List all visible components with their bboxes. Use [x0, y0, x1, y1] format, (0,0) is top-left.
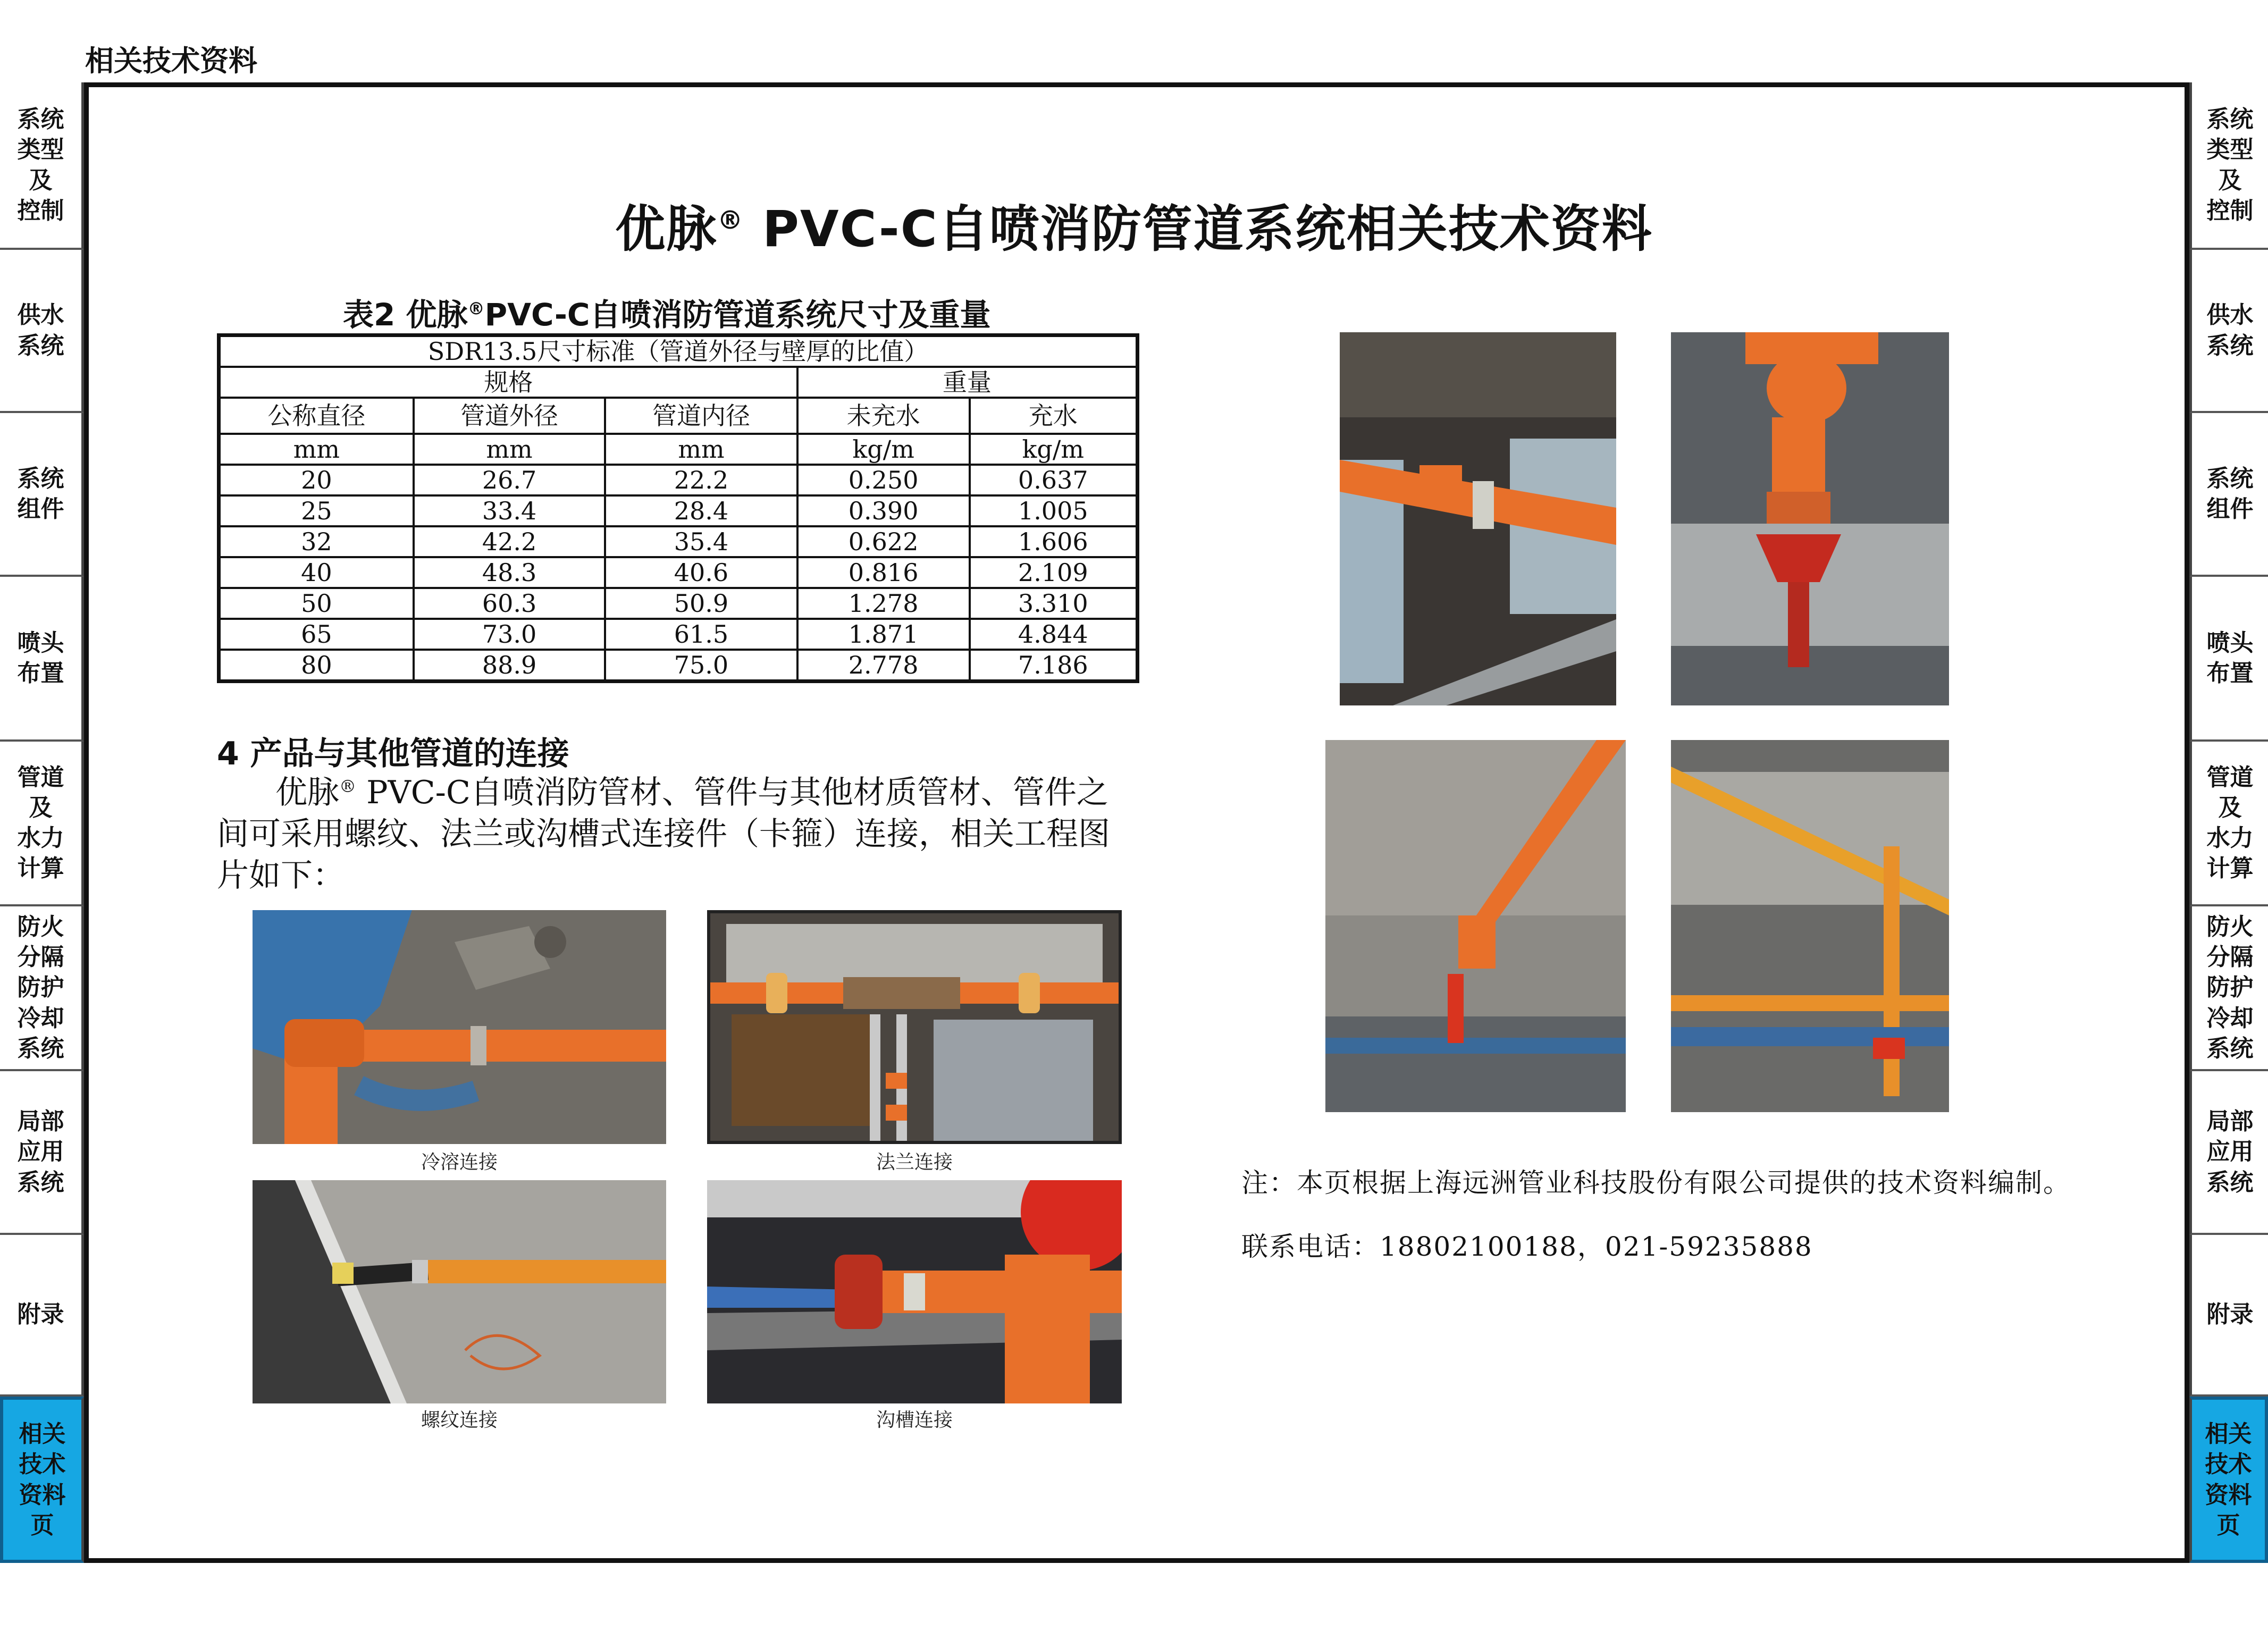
table-cell: 73.0 — [414, 619, 605, 650]
column-unit: kg/m — [797, 434, 970, 465]
sidebar-item-label: 喷头 布置 — [2206, 629, 2254, 687]
sidebar-item-label: 系统 类型 及 控制 — [2206, 106, 2254, 224]
sidebar-item-1[interactable] — [2189, 250, 2268, 413]
table-cell: 0.816 — [797, 557, 970, 588]
sidebar-item-label: 供水 系统 — [2206, 301, 2254, 359]
photo-groove — [707, 1180, 1122, 1403]
sidebar-item-3[interactable] — [2189, 577, 2268, 742]
table-cell: 0.390 — [797, 495, 970, 526]
table-row — [219, 557, 1138, 588]
table-cell: 42.2 — [414, 526, 605, 557]
sidebar-item-2[interactable] — [0, 413, 84, 577]
sidebar-item-label: 喷头 布置 — [17, 629, 64, 687]
column-header: 充水 — [970, 398, 1138, 434]
table-cell: 60.3 — [414, 588, 605, 619]
column-header: 公称直径 — [219, 398, 414, 434]
sidebar-item-label: 系统 组件 — [2206, 465, 2254, 523]
table-body — [219, 465, 1138, 682]
table-cell: 2.778 — [797, 650, 970, 682]
sidebar-item-7[interactable] — [2189, 1235, 2268, 1397]
sidebar-item-label: 管道 及 水力 计算 — [17, 763, 64, 882]
table-cell: 0.637 — [970, 465, 1138, 495]
table-cell: 2.109 — [970, 557, 1138, 588]
sidebar-item-8[interactable] — [2189, 1397, 2268, 1563]
sidebar-item-label: 系统 组件 — [17, 465, 64, 523]
column-unit: mm — [219, 434, 414, 465]
table-cell: 1.005 — [970, 495, 1138, 526]
table-cell: 61.5 — [605, 619, 797, 650]
sidebar-item-label: 相关 技术 资料 页 — [2205, 1420, 2252, 1539]
sidebar-item-label: 附录 — [17, 1301, 64, 1329]
table-header-row — [219, 398, 1138, 434]
sidebar-item-1[interactable] — [0, 250, 84, 413]
sidebar-item-6[interactable] — [0, 1071, 84, 1235]
table-cell: 22.2 — [605, 465, 797, 495]
sidebar-item-6[interactable] — [2189, 1071, 2268, 1235]
photo-thread — [253, 1180, 666, 1403]
sidebar-item-label: 系统 类型 及 控制 — [17, 106, 64, 224]
sidebar-item-label: 供水 系统 — [17, 301, 64, 359]
sidebar-right — [2189, 82, 2268, 1563]
sidebar-left — [0, 82, 84, 1563]
sidebar-item-label: 局部 应用 系统 — [17, 1108, 64, 1196]
table-group-spec: 规格 — [219, 367, 797, 398]
sidebar-item-4[interactable] — [2189, 742, 2268, 906]
table-group-row — [219, 367, 1138, 398]
sidebar-item-label: 相关 技术 资料 页 — [19, 1420, 66, 1539]
table-cell: 20 — [219, 465, 414, 495]
table-cell: 26.7 — [414, 465, 605, 495]
column-header: 未充水 — [797, 398, 970, 434]
table-cell: 4.844 — [970, 619, 1138, 650]
section-paragraph: 优脉® PVC-C自喷消防管材、管件与其他材质管材、管件之间可采用螺纹、法兰或沟槽式连接件（卡箍）连接，相关工程图片如下： — [217, 774, 1110, 894]
table-row — [219, 495, 1138, 526]
column-header: 管道内径 — [605, 398, 797, 434]
table-cell: 0.622 — [797, 526, 970, 557]
photo-solvent-weld — [253, 910, 666, 1144]
table-row — [219, 526, 1138, 557]
section-title: 4 产品与其他管道的连接 — [217, 735, 569, 772]
sidebar-item-5[interactable] — [2189, 906, 2268, 1071]
photo-project-4 — [1671, 740, 1949, 1112]
column-unit: mm — [605, 434, 797, 465]
photo-flange — [707, 910, 1122, 1144]
photo-caption-thread: 螺纹连接 — [421, 1409, 498, 1431]
table-cell: 40.6 — [605, 557, 797, 588]
table-cell: 88.9 — [414, 650, 605, 682]
spec-table — [217, 333, 1139, 683]
table-cell: 1.278 — [797, 588, 970, 619]
table-row — [219, 619, 1138, 650]
sidebar-item-label: 局部 应用 系统 — [2206, 1108, 2254, 1196]
photo-project-2 — [1671, 332, 1949, 705]
sidebar-item-7[interactable] — [0, 1235, 84, 1397]
sidebar-item-3[interactable] — [0, 577, 84, 742]
table-group-weight: 重量 — [797, 367, 1138, 398]
photo-caption-groove: 沟槽连接 — [876, 1409, 953, 1431]
sidebar-item-label: 附录 — [2206, 1301, 2254, 1329]
table-cell: 25 — [219, 495, 414, 526]
table-row — [219, 588, 1138, 619]
table-cell: 50.9 — [605, 588, 797, 619]
photo-project-1 — [1340, 332, 1616, 705]
page-title: 优脉® PVC-C自喷消防管道系统相关技术资料 — [615, 200, 1653, 258]
table-caption: 表2 优脉®PVC-C自喷消防管道系统尺寸及重量 — [343, 297, 991, 333]
contact-text: 联系电话：18802100188，021-59235888 — [1241, 1231, 1813, 1262]
column-header: 管道外径 — [414, 398, 605, 434]
table-cell: 33.4 — [414, 495, 605, 526]
column-unit: mm — [414, 434, 605, 465]
table-cell: 1.871 — [797, 619, 970, 650]
sidebar-item-label: 防火 分隔 防护 冷却 系统 — [2206, 913, 2254, 1062]
photo-caption-solvent: 冷溶连接 — [421, 1151, 498, 1173]
table-cell: 50 — [219, 588, 414, 619]
table-cell: 32 — [219, 526, 414, 557]
sidebar-item-label: 管道 及 水力 计算 — [2206, 763, 2254, 882]
table-cell: 28.4 — [605, 495, 797, 526]
table-cell: 75.0 — [605, 650, 797, 682]
table-cell: 80 — [219, 650, 414, 682]
header-label: 相关技术资料 — [85, 44, 257, 78]
table-cell: 1.606 — [970, 526, 1138, 557]
sidebar-item-5[interactable] — [0, 906, 84, 1071]
table-cell: 40 — [219, 557, 414, 588]
table-cell: 48.3 — [414, 557, 605, 588]
table-row — [219, 465, 1138, 495]
photo-project-3 — [1325, 740, 1626, 1112]
sidebar-item-8[interactable] — [0, 1397, 84, 1563]
table-standard-row — [219, 335, 1138, 367]
table-cell: 3.310 — [970, 588, 1138, 619]
table-cell: 7.186 — [970, 650, 1138, 682]
sidebar-item-4[interactable] — [0, 742, 84, 906]
sidebar-item-2[interactable] — [2189, 413, 2268, 577]
table-cell: 0.250 — [797, 465, 970, 495]
photo-caption-flange: 法兰连接 — [876, 1151, 953, 1173]
table-row — [219, 650, 1138, 682]
sidebar-item-label: 防火 分隔 防护 冷却 系统 — [17, 913, 64, 1062]
table-cell: 65 — [219, 619, 414, 650]
note-text: 注：本页根据上海远洲管业科技股份有限公司提供的技术资料编制。 — [1241, 1167, 2071, 1198]
table-unit-row — [219, 434, 1138, 465]
table-cell: 35.4 — [605, 526, 797, 557]
column-unit: kg/m — [970, 434, 1138, 465]
table-standard-cell: SDR13.5尺寸标准（管道外径与壁厚的比值） — [219, 335, 1138, 367]
